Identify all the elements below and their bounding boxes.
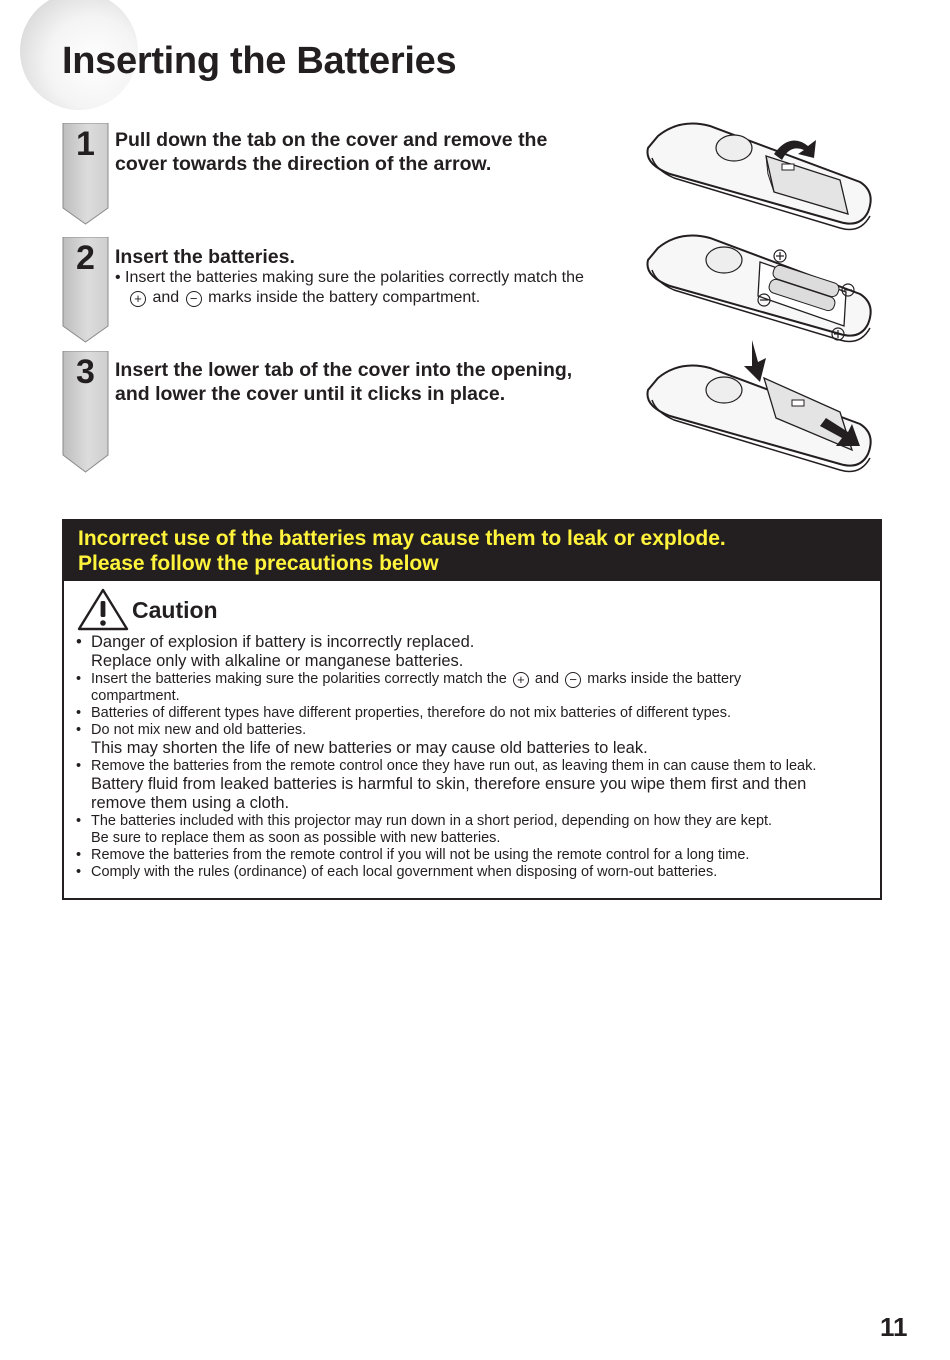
precaution-text: Insert the batteries making sure the polarities correctly match the	[91, 671, 507, 687]
precaution-text: • Do not mix new and old batteries.	[91, 722, 307, 738]
precaution-text: This may shorten the life of new batteries or may cause old batteries to leak.	[91, 739, 648, 757]
step-3-title	[115, 358, 572, 406]
warning-triangle-icon	[76, 587, 130, 631]
step-2-sub-rest: marks inside the battery compartment.	[208, 289, 481, 306]
step-1-tab	[62, 123, 109, 225]
list-item	[76, 671, 876, 705]
step-2-sub-line2	[115, 288, 584, 308]
step-2-sub-line1: • Insert the batteries making sure the polarities correctly match the	[115, 269, 584, 286]
minus-circle-icon: −	[565, 672, 581, 688]
list-item	[76, 705, 876, 722]
precaution-text: • Batteries of different types have different properties, therefore do not mix batteries of different types.	[91, 705, 731, 721]
page-title: Inserting the Batteries	[62, 40, 457, 82]
remote-cover-close-illustration	[640, 338, 880, 488]
precaution-text: remove them using a cloth.	[91, 794, 290, 812]
precaution-text: compartment.	[91, 688, 180, 704]
step-3-tab	[62, 351, 109, 473]
precaution-text: • Remove the batteries from the remote control once they have run out, as leaving them in can cause them to leak.	[91, 758, 817, 774]
precaution-text: marks inside the battery	[587, 671, 742, 687]
remote-battery-insertion-illustration	[640, 222, 880, 352]
minus-circle-icon: −	[186, 291, 202, 307]
step-1-title-line1: Pull down the tab on the cover and remove the	[115, 129, 548, 151]
step-3-title-line1: Insert the lower tab of the cover into the opening,	[115, 359, 573, 381]
precaution-text: Battery fluid from leaked batteries is harmful to skin, therefore ensure you wipe them first and then	[91, 775, 807, 793]
precautions-list	[76, 633, 876, 881]
caution-label: Caution	[132, 597, 218, 623]
step-2-subtext	[115, 268, 584, 308]
list-item	[76, 633, 876, 671]
step-2-title: Insert the batteries.	[115, 246, 295, 268]
list-item	[76, 758, 876, 813]
step-1-number: 1	[76, 125, 95, 163]
list-item	[76, 813, 876, 847]
warning-header-line2: Please follow the precautions below	[78, 552, 439, 575]
battery-warning-box	[62, 519, 882, 900]
step-1-title-line2: cover towards the direction of the arrow.	[115, 153, 492, 175]
remote-cover-removal-illustration	[640, 112, 880, 232]
step-1-title	[115, 128, 547, 176]
page-number: 11	[880, 1312, 908, 1342]
warning-header-line1: Incorrect use of the batteries may cause them to leak or explode.	[78, 527, 726, 550]
step-3-number: 3	[76, 353, 95, 391]
step-2-number: 2	[76, 239, 95, 277]
precaution-text: • Comply with the rules (ordinance) of each local government when disposing of worn-out batteries.	[91, 864, 718, 880]
list-item	[76, 847, 876, 864]
precaution-text: • Danger of explosion if battery is incorrectly replaced.	[91, 633, 475, 651]
precaution-text: • The batteries included with this projector may run down in a short period, depending on how they are kept.	[91, 813, 773, 829]
plus-circle-icon: +	[130, 291, 146, 307]
precaution-text: Be sure to replace them as soon as possible with new batteries.	[91, 830, 501, 846]
plus-circle-icon: +	[513, 672, 529, 688]
list-item	[76, 722, 876, 758]
precaution-text: and	[534, 671, 560, 687]
step-2-tab	[62, 237, 109, 343]
step-3-title-line2: and lower the cover until it clicks in place.	[115, 383, 506, 405]
list-item	[76, 864, 876, 881]
precaution-text: • Remove the batteries from the remote control if you will not be using the remote control for a long time.	[91, 847, 750, 863]
step-2-and: and	[152, 289, 180, 306]
precaution-text: Replace only with alkaline or manganese batteries.	[91, 652, 464, 670]
warning-header	[64, 521, 880, 581]
